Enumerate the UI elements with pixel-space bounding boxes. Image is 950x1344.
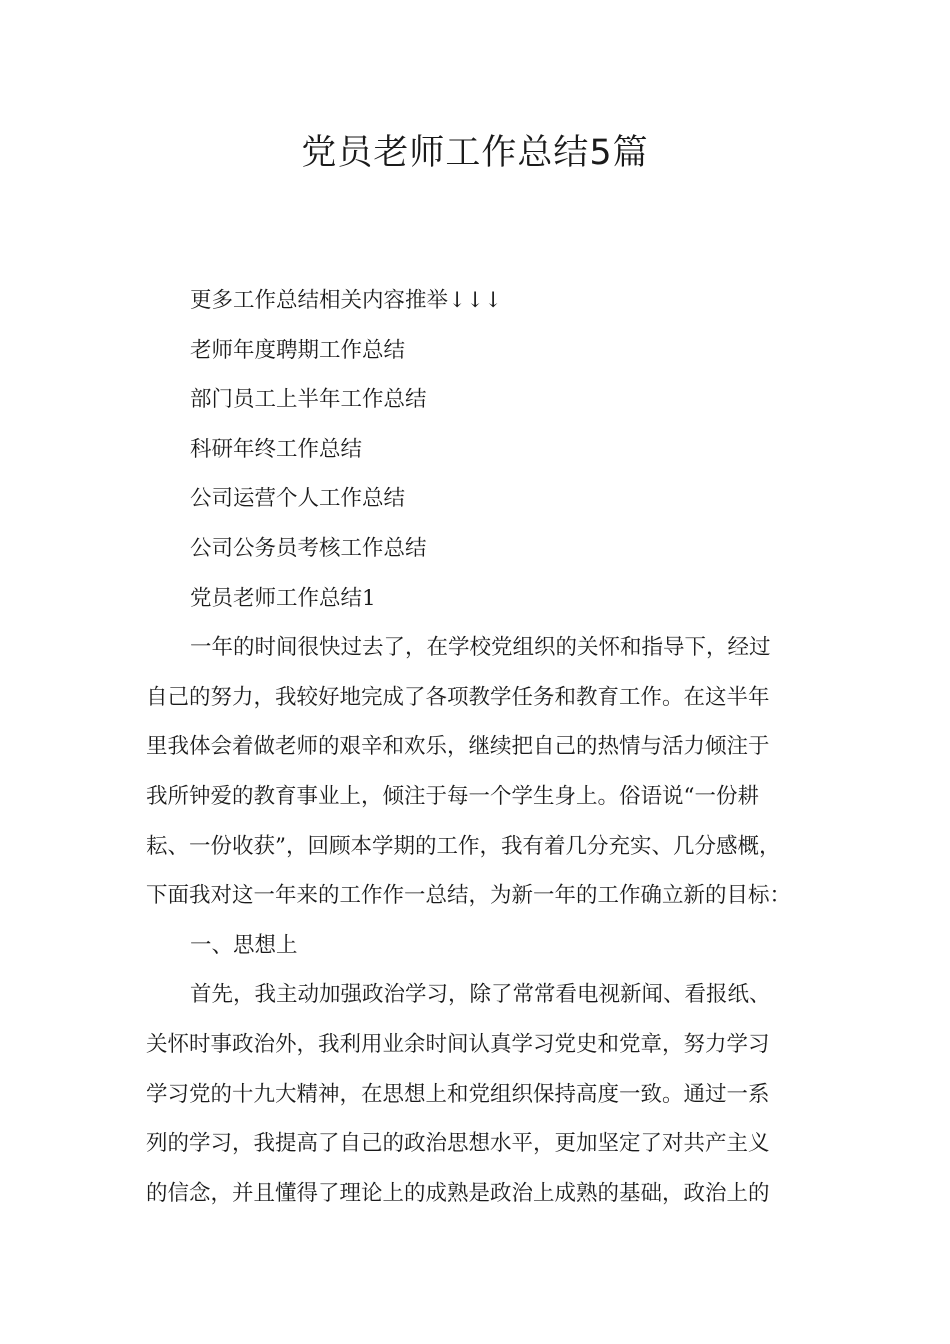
paragraph-line: 我所钟爱的教育事业上，倾注于每一个学生身上。俗语说“一份耕 (146, 783, 759, 809)
recommend-link[interactable]: 科研年终工作总结 (190, 436, 363, 462)
paragraph-line: 关怀时事政治外，我利用业余时间认真学习党史和党章，努力学习 (146, 1031, 770, 1057)
section-title: 党员老师工作总结1 (190, 585, 376, 611)
recommend-link[interactable]: 公司公务员考核工作总结 (190, 535, 427, 561)
section-heading: 一、思想上 (190, 932, 298, 958)
paragraph-line: 耘、一份收获”，回顾本学期的工作，我有着几分充实、几分感概， (146, 833, 781, 859)
document-title: 党员老师工作总结5篇 (301, 133, 649, 173)
recommend-link[interactable]: 老师年度聘期工作总结 (190, 337, 406, 363)
recommend-link[interactable]: 公司运营个人工作总结 (190, 486, 406, 512)
paragraph-line: 列的学习，我提高了自己的政治思想水平，更加坚定了对共产主义 (146, 1131, 770, 1157)
paragraph-line: 里我体会着做老师的艰辛和欢乐，继续把自己的热情与活力倾注于 (146, 734, 770, 760)
paragraph-intro (146, 623, 810, 921)
paragraph-line: 自己的努力，我较好地完成了各项教学任务和教育工作。在这半年 (146, 684, 770, 710)
paragraph-line: 首先，我主动加强政治学习，除了常常看电视新闻、看报纸、 (190, 982, 771, 1008)
recommend-header: 更多工作总结相关内容推举↓↓↓ (190, 288, 503, 313)
paragraph-line: 下面我对这一年来的工作作一总结，为新一年的工作确立新的目标： (146, 883, 792, 909)
paragraph-line: 一年的时间很快过去了，在学校党组织的关怀和指导下，经过 (190, 635, 771, 661)
paragraph-line: 的信念，并且懂得了理论上的成熟是政治上成熟的基础，政治上的 (146, 1180, 770, 1206)
paragraph-thought (146, 970, 810, 1218)
recommend-link[interactable]: 部门员工上半年工作总结 (190, 387, 427, 413)
paragraph-line: 学习党的十九大精神，在思想上和党组织保持高度一致。通过一系 (146, 1081, 770, 1107)
document-body (146, 276, 810, 1218)
